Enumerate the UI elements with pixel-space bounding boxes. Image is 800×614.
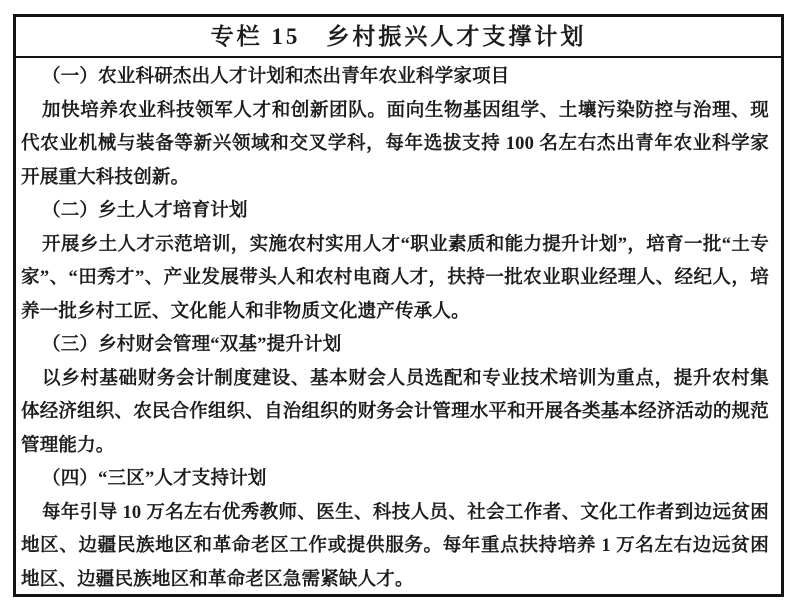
section-3-heading: （三）乡村财会管理“双基”提升计划 <box>42 335 342 355</box>
section-4-paragraph: 每年引导 10 万名左右优秀教师、医生、科技人员、社会工作者、文化工作者到边远贫困地区、边疆民族地区和革命老区工作或提供服务。每年重点扶持培养 1 万名左右边远贫困地区、边疆民族地区和革命老区急需紧缺人才。 <box>21 502 769 590</box>
section-3-paragraph: 以乡村基础财务会计制度建设、基本财会人员选配和专业技术培训为重点，提升农村集体经济组织、农民合作组织、自治组织的财务会计管理水平和开展各类基本经济活动的规范管理能力。 <box>21 368 770 456</box>
section-4-heading: （四）“三区”人才支持计划 <box>42 469 267 489</box>
section-2-heading: （二）乡土人才培育计划 <box>42 201 248 221</box>
panel-body <box>16 58 781 597</box>
boxed-panel <box>13 14 784 597</box>
section-1-paragraph: 加快培养农业科技领军人才和创新团队。面向生物基因组学、土壤污染防控与治理、现代农业机械与装备等新兴领域和交叉学科，每年选拔支持 100 名左右杰出青年农业科学家开展重大科技创新。 <box>21 100 769 188</box>
section-1-heading: （一）农业科研杰出人才计划和杰出青年农业科学家项目 <box>42 67 510 87</box>
section-2-paragraph: 开展乡土人才示范培训，实施农村实用人才“职业素质和能力提升计划”，培育一批“土专家”、“田秀才”、产业发展带头人和农村电商人才，扶持一批农业职业经理人、经纪人，培养一批乡村工匠、文化能人和非物质文化遗产传承人。 <box>21 234 769 322</box>
panel-title: 专栏 15 乡村振兴人才支撑计划 <box>16 17 781 58</box>
